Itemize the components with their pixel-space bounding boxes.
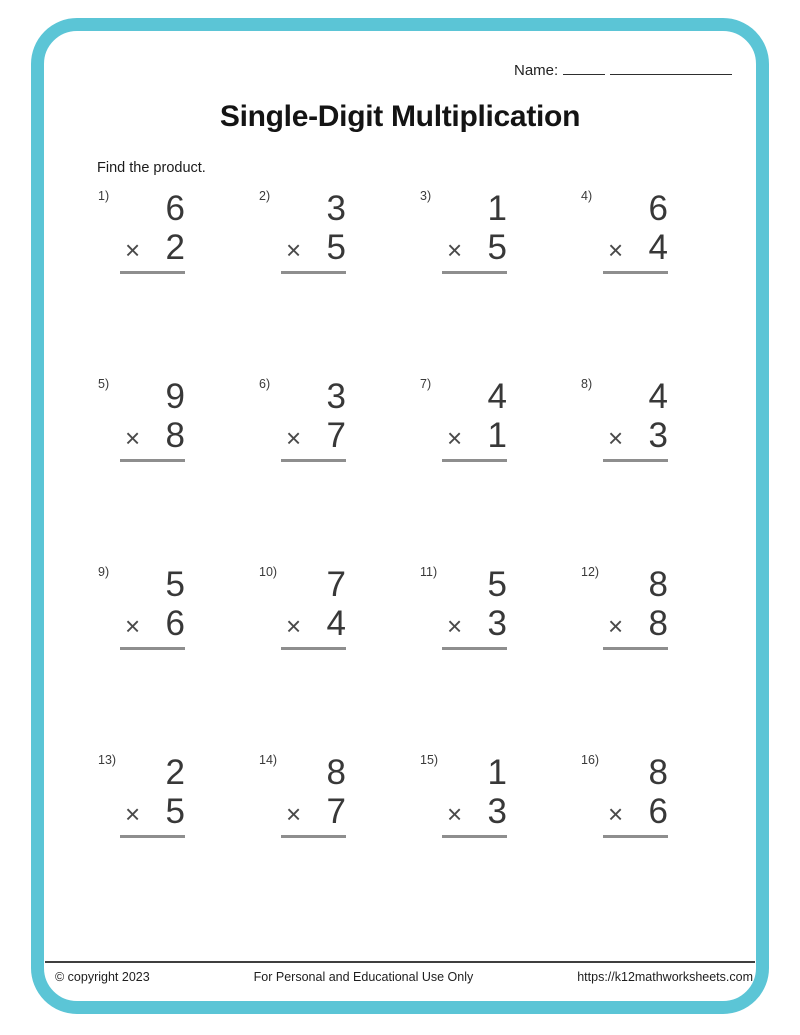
bottom-operand: 3 — [648, 416, 668, 455]
bottom-operand: 1 — [487, 416, 507, 455]
top-operand: 3 — [326, 377, 346, 416]
bottom-operand-row — [608, 606, 668, 642]
footer-divider — [45, 961, 755, 963]
problem-work-area — [125, 374, 185, 462]
bottom-operand-row — [447, 418, 507, 454]
bottom-operand: 8 — [648, 604, 668, 643]
multiplication-problem — [420, 186, 581, 374]
footer-website-url: https://k12mathworksheets.com — [577, 970, 753, 984]
bottom-operand-row — [447, 794, 507, 830]
multiplication-problem — [98, 750, 259, 938]
top-operand: 9 — [165, 377, 185, 416]
name-row — [514, 61, 732, 79]
footer-copyright: © copyright 2023 — [55, 970, 150, 984]
bottom-operand-row — [286, 418, 346, 454]
problem-work-area — [286, 186, 346, 274]
multiply-icon: × — [608, 611, 624, 641]
problem-work-area — [447, 750, 507, 838]
problem-number: 8) — [581, 377, 593, 391]
bottom-operand-row — [286, 794, 346, 830]
answer-line — [120, 459, 185, 462]
bottom-operand-row — [608, 418, 668, 454]
problem-number: 1) — [98, 189, 110, 203]
problem-work-area — [286, 562, 346, 650]
multiply-icon: × — [447, 423, 463, 453]
multiplication-problem — [581, 374, 742, 562]
multiply-icon: × — [608, 235, 624, 265]
bottom-operand-row — [608, 230, 668, 266]
multiplication-problem — [420, 562, 581, 750]
bottom-operand-row — [286, 606, 346, 642]
top-operand: 7 — [326, 565, 346, 604]
footer-usage-note: For Personal and Educational Use Only — [253, 970, 474, 984]
multiply-icon: × — [286, 235, 302, 265]
problem-work-area — [447, 374, 507, 462]
bottom-operand: 5 — [487, 228, 507, 267]
multiplication-problem — [259, 562, 420, 750]
multiplication-problem — [581, 186, 742, 374]
top-operand: 3 — [326, 189, 346, 228]
bottom-operand: 6 — [648, 792, 668, 831]
name-blank-line — [563, 61, 605, 75]
bottom-operand-row — [447, 230, 507, 266]
problem-number: 3) — [420, 189, 432, 203]
multiply-icon: × — [125, 235, 141, 265]
multiply-icon: × — [125, 423, 141, 453]
top-operand: 1 — [487, 753, 507, 792]
problem-work-area — [608, 750, 668, 838]
answer-line — [442, 271, 507, 274]
top-operand: 8 — [648, 753, 668, 792]
bottom-operand: 3 — [487, 604, 507, 643]
multiply-icon: × — [608, 423, 624, 453]
top-operand: 8 — [648, 565, 668, 604]
problem-number: 15) — [420, 753, 439, 767]
bottom-operand: 7 — [326, 792, 346, 831]
problem-work-area — [125, 186, 185, 274]
bottom-operand-row — [125, 418, 185, 454]
answer-line — [281, 647, 346, 650]
bottom-operand-row — [125, 230, 185, 266]
answer-line — [120, 835, 185, 838]
multiplication-problem — [581, 750, 742, 938]
multiply-icon: × — [125, 799, 141, 829]
top-operand: 6 — [648, 189, 668, 228]
problem-number: 9) — [98, 565, 110, 579]
bottom-operand: 6 — [165, 604, 185, 643]
problem-work-area — [447, 186, 507, 274]
multiply-icon: × — [608, 799, 624, 829]
problem-work-area — [608, 562, 668, 650]
top-operand: 2 — [165, 753, 185, 792]
multiply-icon: × — [286, 423, 302, 453]
problem-number: 7) — [420, 377, 432, 391]
multiplication-problem — [98, 562, 259, 750]
name-label: Name: — [514, 62, 559, 79]
top-operand: 6 — [165, 189, 185, 228]
problem-work-area — [447, 562, 507, 650]
problem-number: 11) — [420, 565, 438, 579]
problem-work-area — [286, 750, 346, 838]
multiply-icon: × — [447, 799, 463, 829]
problem-work-area — [125, 562, 185, 650]
multiplication-problem — [98, 374, 259, 562]
bottom-operand: 8 — [165, 416, 185, 455]
problem-number: 10) — [259, 565, 278, 579]
problems-grid — [98, 186, 742, 938]
multiply-icon: × — [447, 235, 463, 265]
bottom-operand-row — [125, 794, 185, 830]
problem-work-area — [608, 186, 668, 274]
problem-number: 6) — [259, 377, 271, 391]
answer-line — [120, 271, 185, 274]
multiplication-problem — [259, 186, 420, 374]
problem-number: 5) — [98, 377, 110, 391]
top-operand: 4 — [648, 377, 668, 416]
multiply-icon: × — [447, 611, 463, 641]
top-operand: 4 — [487, 377, 507, 416]
bottom-operand-row — [608, 794, 668, 830]
multiplication-problem — [259, 750, 420, 938]
multiplication-problem — [420, 374, 581, 562]
problem-number: 14) — [259, 753, 278, 767]
top-operand: 8 — [326, 753, 346, 792]
answer-line — [442, 459, 507, 462]
bottom-operand: 4 — [648, 228, 668, 267]
problem-work-area — [125, 750, 185, 838]
answer-line — [281, 271, 346, 274]
problem-number: 12) — [581, 565, 600, 579]
problem-number: 4) — [581, 189, 593, 203]
answer-line — [603, 459, 668, 462]
bottom-operand: 2 — [165, 228, 185, 267]
answer-line — [442, 647, 507, 650]
answer-line — [603, 835, 668, 838]
top-operand: 1 — [487, 189, 507, 228]
multiplication-problem — [98, 186, 259, 374]
answer-line — [603, 271, 668, 274]
bottom-operand: 4 — [326, 604, 346, 643]
problem-number: 2) — [259, 189, 271, 203]
page-title: Single-Digit Multiplication — [219, 100, 581, 133]
answer-line — [281, 835, 346, 838]
multiply-icon: × — [286, 799, 302, 829]
bottom-operand: 3 — [487, 792, 507, 831]
bottom-operand: 5 — [165, 792, 185, 831]
footer — [55, 970, 753, 984]
name-blank-line — [610, 61, 732, 75]
problem-number: 16) — [581, 753, 600, 767]
problem-work-area — [286, 374, 346, 462]
top-operand: 5 — [487, 565, 507, 604]
answer-line — [120, 647, 185, 650]
answer-line — [603, 647, 668, 650]
multiplication-problem — [259, 374, 420, 562]
top-operand: 5 — [165, 565, 185, 604]
bottom-operand-row — [125, 606, 185, 642]
multiplication-problem — [581, 562, 742, 750]
bottom-operand-row — [286, 230, 346, 266]
instruction-text: Find the product. — [97, 160, 206, 176]
answer-line — [442, 835, 507, 838]
problem-work-area — [608, 374, 668, 462]
multiply-icon: × — [286, 611, 302, 641]
problem-number: 13) — [98, 753, 117, 767]
bottom-operand-row — [447, 606, 507, 642]
bottom-operand: 7 — [326, 416, 346, 455]
answer-line — [281, 459, 346, 462]
multiplication-problem — [420, 750, 581, 938]
multiply-icon: × — [125, 611, 141, 641]
bottom-operand: 5 — [326, 228, 346, 267]
